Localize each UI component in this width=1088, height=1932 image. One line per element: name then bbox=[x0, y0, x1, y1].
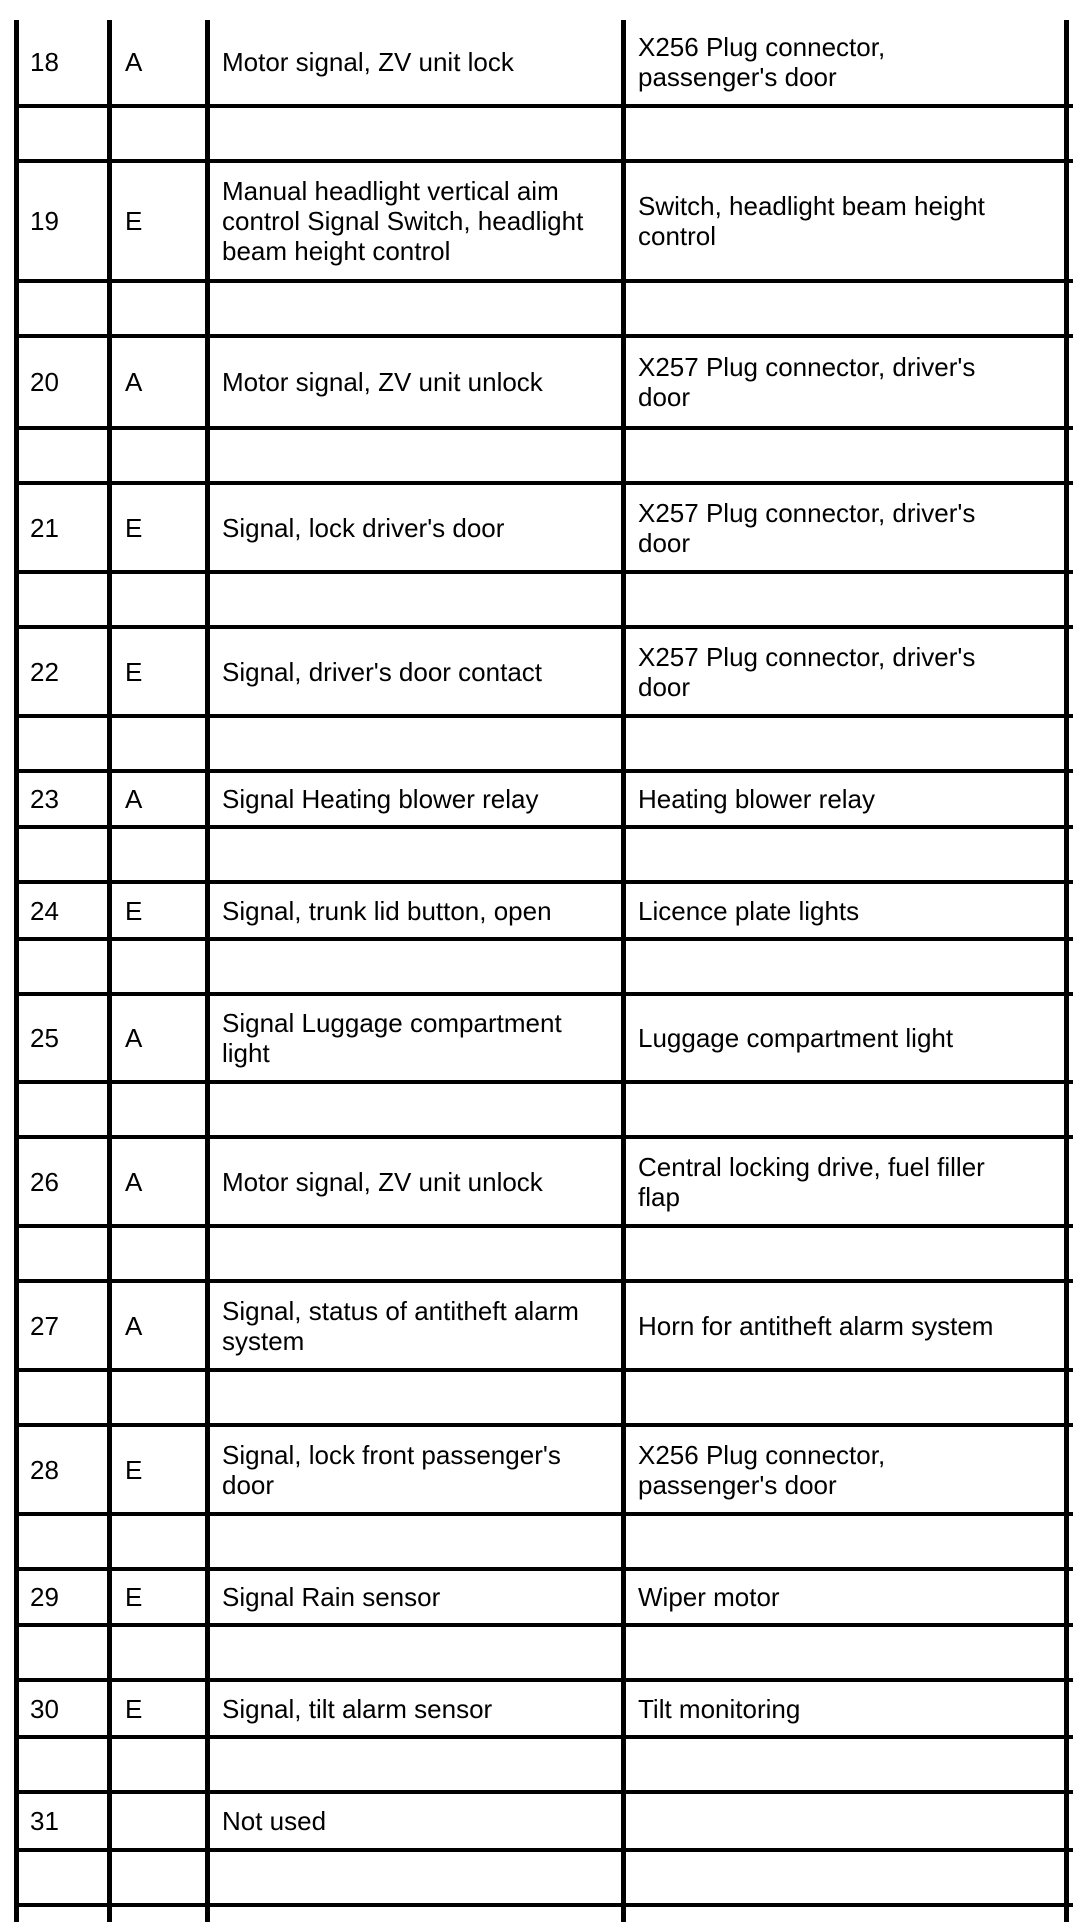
column-divider bbox=[107, 20, 112, 1922]
row-divider bbox=[16, 1512, 1073, 1516]
pin-cell: 20 bbox=[30, 367, 59, 397]
row-divider bbox=[16, 104, 1073, 108]
pin-cell: 27 bbox=[30, 1310, 59, 1341]
signal-cell: Motor signal, ZV unit unlock bbox=[222, 367, 543, 397]
row-divider bbox=[16, 714, 1073, 718]
type-cell: E bbox=[125, 206, 143, 236]
component-cell: Switch, headlight beam height control bbox=[638, 191, 985, 251]
type-cell: A bbox=[125, 1166, 143, 1197]
component-cell: Central locking drive, fuel filler flap bbox=[638, 1151, 985, 1212]
pin-cell: 19 bbox=[30, 206, 59, 236]
component-cell bbox=[638, 1794, 1063, 1848]
column-divider bbox=[1064, 20, 1069, 1922]
type-cell: A bbox=[125, 367, 143, 397]
signal-cell: Signal Luggage compartment light bbox=[222, 1008, 562, 1068]
signal-cell: Signal, lock driver's door bbox=[222, 512, 505, 543]
pin-cell: 18 bbox=[30, 47, 59, 77]
row-divider bbox=[16, 1848, 1073, 1852]
pin-cell: 24 bbox=[30, 895, 59, 926]
component-cell: X257 Plug connector, driver's door bbox=[638, 497, 976, 558]
type-cell: E bbox=[125, 512, 143, 543]
component-cell: Luggage compartment light bbox=[638, 1023, 954, 1053]
pin-cell: 30 bbox=[30, 1693, 59, 1724]
row-divider bbox=[16, 1368, 1073, 1372]
signal-cell: Signal, lock front passenger's door bbox=[222, 1439, 561, 1500]
row-divider bbox=[16, 1080, 1073, 1084]
row-divider bbox=[16, 426, 1073, 430]
row-divider bbox=[16, 570, 1073, 574]
type-cell: E bbox=[125, 1693, 143, 1724]
pin-cell: 26 bbox=[30, 1166, 59, 1197]
type-cell: E bbox=[125, 895, 143, 926]
row-divider bbox=[16, 1735, 1073, 1739]
type-cell bbox=[125, 1794, 203, 1848]
signal-cell: Signal, tilt alarm sensor bbox=[222, 1693, 493, 1724]
signal-cell: Signal, trunk lid button, open bbox=[222, 895, 552, 926]
row-divider bbox=[16, 1623, 1073, 1627]
column-divider bbox=[14, 20, 19, 1922]
signal-cell: Signal, driver's door contact bbox=[222, 656, 543, 687]
signal-cell: Motor signal, ZV unit lock bbox=[222, 47, 514, 77]
column-divider bbox=[205, 20, 210, 1922]
type-cell: A bbox=[125, 1023, 143, 1053]
type-cell: A bbox=[125, 784, 143, 814]
pin-cell: 28 bbox=[30, 1454, 59, 1485]
type-cell: A bbox=[125, 47, 143, 77]
row-divider bbox=[16, 1224, 1073, 1228]
component-cell: X257 Plug connector, driver's door bbox=[638, 352, 976, 412]
pin-cell: 22 bbox=[30, 656, 59, 687]
type-cell: A bbox=[125, 1310, 143, 1341]
pin-cell: 23 bbox=[30, 784, 59, 814]
signal-cell: Not used bbox=[222, 1806, 327, 1836]
component-cell: Wiper motor bbox=[638, 1582, 780, 1612]
signal-cell: Manual headlight vertical aim control Signal Switch, headlight beam height control bbox=[222, 176, 584, 266]
pin-cell: 29 bbox=[30, 1582, 59, 1612]
pin-cell: 25 bbox=[30, 1023, 59, 1053]
component-cell: X256 Plug connector, passenger's door bbox=[638, 32, 886, 92]
pin-cell: 31 bbox=[30, 1806, 59, 1836]
component-cell: X256 Plug connector, passenger's door bbox=[638, 1439, 886, 1500]
row-divider bbox=[16, 279, 1073, 283]
column-divider bbox=[621, 20, 626, 1922]
signal-cell: Signal, status of antitheft alarm system bbox=[222, 1295, 579, 1356]
component-cell: Licence plate lights bbox=[638, 895, 860, 926]
row-divider bbox=[16, 1903, 1073, 1907]
component-cell: Horn for antitheft alarm system bbox=[638, 1310, 994, 1341]
row-divider bbox=[16, 937, 1073, 941]
type-cell: E bbox=[125, 1454, 143, 1485]
component-cell: Tilt monitoring bbox=[638, 1693, 801, 1724]
row-divider bbox=[16, 825, 1073, 829]
pin-cell: 21 bbox=[30, 512, 59, 543]
signal-cell: Signal Heating blower relay bbox=[222, 784, 539, 814]
type-cell: E bbox=[125, 1582, 143, 1612]
component-cell: Heating blower relay bbox=[638, 784, 876, 814]
type-cell: E bbox=[125, 656, 143, 687]
component-cell: X257 Plug connector, driver's door bbox=[638, 641, 976, 702]
signal-cell: Motor signal, ZV unit unlock bbox=[222, 1166, 543, 1197]
signal-cell: Signal Rain sensor bbox=[222, 1582, 441, 1612]
